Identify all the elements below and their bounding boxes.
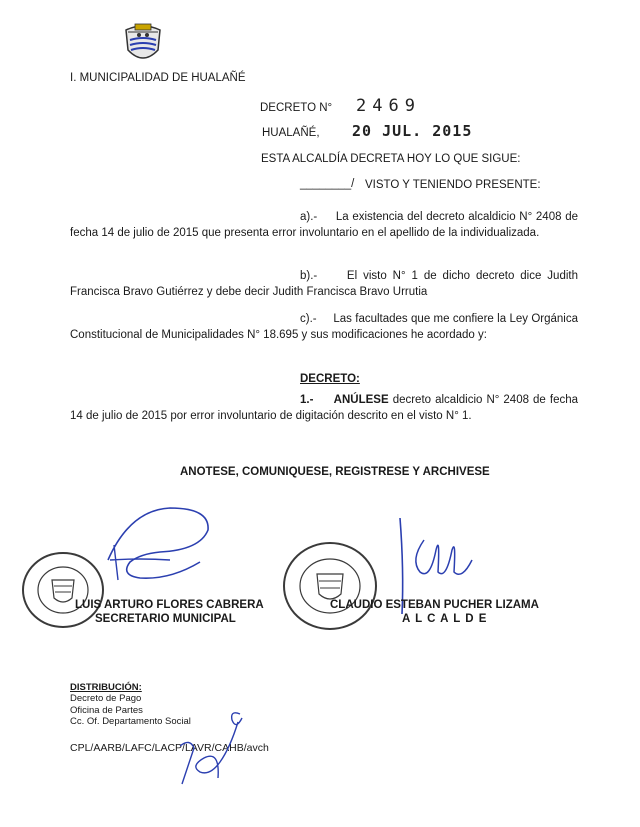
secretary-name: LUIS ARTURO FLORES CABRERA	[75, 599, 264, 611]
visto-blank: ________/	[300, 178, 355, 190]
secretary-title: SECRETARIO MUNICIPAL	[95, 613, 236, 625]
distribution-title: DISTRIBUCIÓN:	[70, 682, 142, 693]
distribution-item: Oficina de Partes	[70, 704, 143, 716]
secretary-signature	[100, 500, 220, 590]
decree-item-text: decreto alcaldicio N° 2408 de fecha 14 de julio de 2015 por error involuntario de digitación descrito en el visto N° 1.	[70, 394, 579, 422]
consideration-c	[70, 312, 578, 343]
consideration-a-label: a).-	[300, 211, 318, 223]
decree-item-keyword: ANÚLESE	[333, 394, 389, 406]
decreto-label: DECRETO N°	[260, 102, 333, 114]
coat-of-arms-logo	[122, 20, 164, 66]
consideration-b-text: El visto N° 1 de dicho decreto dice Judith Francisca Bravo Gutiérrez y debe decir Judith Francisca Bravo Urrutia	[70, 270, 578, 298]
closing-formula: ANOTESE, COMUNIQUESE, REGISTRESE Y ARCHIVESE	[180, 466, 490, 478]
distribution-item: Cc. Of. Departamento Social	[70, 716, 191, 727]
initial-signature	[160, 708, 250, 788]
date-stamp: 20 JUL. 2015	[352, 122, 473, 140]
place-label: HUALAÑÉ,	[262, 127, 320, 139]
mayor-seal	[280, 540, 380, 632]
consideration-c-label: c).-	[300, 313, 317, 325]
consideration-b-label: b).-	[300, 270, 318, 282]
secretary-seal	[20, 550, 106, 630]
distribution-item: Decreto de Pago	[70, 693, 142, 704]
municipality-name: I. MUNICIPALIDAD DE HUALAÑÉ	[70, 72, 246, 84]
visto-heading: VISTO Y TENIENDO PRESENTE:	[365, 179, 541, 191]
decree-intro: ESTA ALCALDÍA DECRETA HOY LO QUE SIGUE:	[261, 153, 521, 165]
consideration-b	[70, 269, 578, 300]
consideration-c-text: Las facultades que me confiere la Ley Orgánica Constitucional de Municipalidades N° 18.695 y sus modificaciones he acordado y:	[70, 313, 578, 341]
decreto-number-stamp: 2469	[356, 96, 421, 116]
mayor-title: A L C A L D E	[402, 613, 488, 625]
consideration-a	[70, 210, 578, 241]
initials-line: CPL/AARB/LAFC/LACP/LAVR/CAHB/avch	[70, 742, 269, 754]
mayor-name: CLAUDIO ESTEBAN PUCHER LIZAMA	[330, 599, 539, 611]
decree-item-label: 1.-	[300, 394, 314, 406]
decree-item-1	[70, 393, 578, 424]
consideration-a-text: La existencia del decreto alcaldicio N° 2408 de fecha 14 de julio de 2015 que presenta error involuntario en el apellido de la individualizada.	[70, 211, 578, 239]
decree-title: DECRETO:	[300, 373, 360, 385]
